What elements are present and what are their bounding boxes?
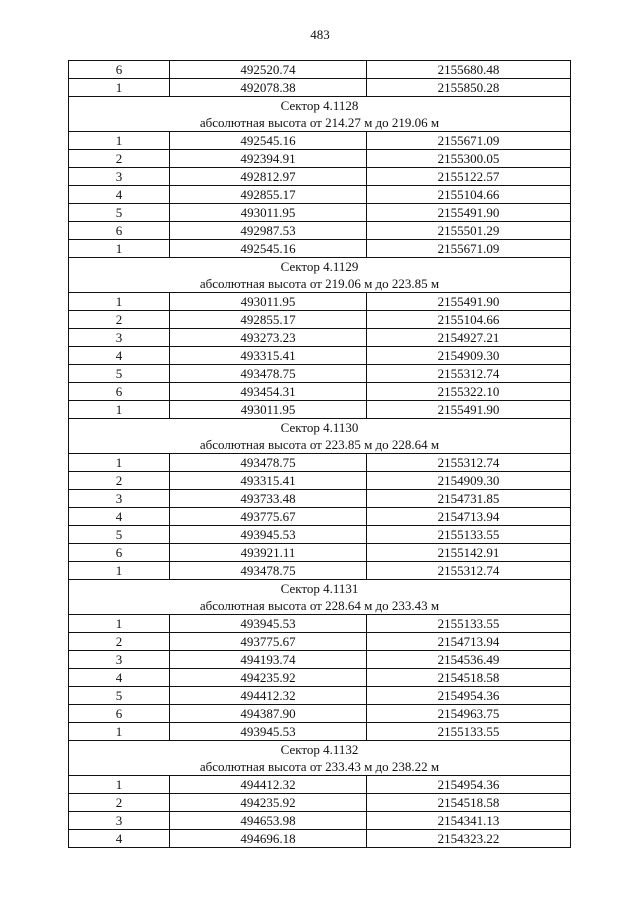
point-number-cell: 6	[69, 383, 170, 401]
point-number-cell: 5	[69, 204, 170, 222]
x-coordinate-cell: 493921.11	[170, 544, 367, 562]
x-coordinate-cell: 494412.32	[170, 687, 367, 705]
y-coordinate-cell: 2154341.13	[367, 812, 571, 830]
point-row	[69, 293, 571, 311]
point-row	[69, 490, 571, 508]
y-coordinate-cell: 2154518.58	[367, 794, 571, 812]
y-coordinate-cell: 2154954.36	[367, 776, 571, 794]
y-coordinate-cell: 2155104.66	[367, 186, 571, 204]
sector-title: Сектор 4.1129	[69, 258, 571, 276]
y-coordinate-cell: 2155133.55	[367, 615, 571, 633]
point-row	[69, 347, 571, 365]
x-coordinate-cell: 493945.53	[170, 615, 367, 633]
point-number-cell: 4	[69, 347, 170, 365]
point-number-cell: 2	[69, 311, 170, 329]
y-coordinate-cell: 2155104.66	[367, 311, 571, 329]
point-number-cell: 5	[69, 365, 170, 383]
point-row	[69, 222, 571, 240]
y-coordinate-cell: 2155300.05	[367, 150, 571, 168]
point-number-cell: 1	[69, 723, 170, 741]
x-coordinate-cell: 494412.32	[170, 776, 367, 794]
point-row	[69, 204, 571, 222]
point-number-cell: 1	[69, 401, 170, 419]
x-coordinate-cell: 492855.17	[170, 186, 367, 204]
point-number-cell: 4	[69, 508, 170, 526]
x-coordinate-cell: 493945.53	[170, 723, 367, 741]
point-row	[69, 472, 571, 490]
y-coordinate-cell: 2154323.22	[367, 830, 571, 848]
y-coordinate-cell: 2155491.90	[367, 401, 571, 419]
y-coordinate-cell: 2155680.48	[367, 61, 571, 79]
y-coordinate-cell: 2155491.90	[367, 293, 571, 311]
point-number-cell: 4	[69, 186, 170, 204]
x-coordinate-cell: 493011.95	[170, 204, 367, 222]
x-coordinate-cell: 493454.31	[170, 383, 367, 401]
point-row	[69, 687, 571, 705]
point-row	[69, 454, 571, 472]
point-row	[69, 508, 571, 526]
x-coordinate-cell: 493945.53	[170, 526, 367, 544]
x-coordinate-cell: 493478.75	[170, 562, 367, 580]
point-row	[69, 669, 571, 687]
coordinates-table-body	[69, 61, 571, 848]
sector-height: абсолютная высота от 228.64 м до 233.43 м	[69, 597, 571, 615]
point-number-cell: 3	[69, 490, 170, 508]
point-number-cell: 1	[69, 454, 170, 472]
sector-height: абсолютная высота от 233.43 м до 238.22 м	[69, 758, 571, 776]
sector-title-row	[69, 97, 571, 115]
point-row	[69, 633, 571, 651]
point-number-cell: 1	[69, 240, 170, 258]
x-coordinate-cell: 493011.95	[170, 401, 367, 419]
x-coordinate-cell: 494387.90	[170, 705, 367, 723]
sector-height: абсолютная высота от 214.27 м до 219.06 м	[69, 114, 571, 132]
sector-title-row	[69, 419, 571, 437]
y-coordinate-cell: 2155312.74	[367, 562, 571, 580]
x-coordinate-cell: 493478.75	[170, 365, 367, 383]
point-number-cell: 3	[69, 329, 170, 347]
sector-title: Сектор 4.1128	[69, 97, 571, 115]
point-row	[69, 723, 571, 741]
sector-height-row	[69, 758, 571, 776]
x-coordinate-cell: 492812.97	[170, 168, 367, 186]
y-coordinate-cell: 2155322.10	[367, 383, 571, 401]
y-coordinate-cell: 2155671.09	[367, 132, 571, 150]
x-coordinate-cell: 493315.41	[170, 347, 367, 365]
point-row	[69, 401, 571, 419]
sector-height-row	[69, 114, 571, 132]
point-row	[69, 830, 571, 848]
point-row	[69, 240, 571, 258]
page-number: 483	[310, 27, 330, 42]
point-row	[69, 150, 571, 168]
point-number-cell: 5	[69, 526, 170, 544]
y-coordinate-cell: 2155133.55	[367, 723, 571, 741]
y-coordinate-cell: 2154536.49	[367, 651, 571, 669]
point-row	[69, 776, 571, 794]
point-number-cell: 3	[69, 651, 170, 669]
y-coordinate-cell: 2154954.36	[367, 687, 571, 705]
point-row	[69, 526, 571, 544]
x-coordinate-cell: 492545.16	[170, 240, 367, 258]
y-coordinate-cell: 2154909.30	[367, 472, 571, 490]
y-coordinate-cell: 2155142.91	[367, 544, 571, 562]
point-number-cell: 1	[69, 293, 170, 311]
x-coordinate-cell: 493011.95	[170, 293, 367, 311]
point-number-cell: 1	[69, 615, 170, 633]
y-coordinate-cell: 2155671.09	[367, 240, 571, 258]
point-number-cell: 5	[69, 687, 170, 705]
sector-title: Сектор 4.1132	[69, 741, 571, 759]
point-number-cell: 1	[69, 79, 170, 97]
point-row	[69, 168, 571, 186]
point-number-cell: 4	[69, 830, 170, 848]
point-row	[69, 615, 571, 633]
point-number-cell: 6	[69, 705, 170, 723]
x-coordinate-cell: 492394.91	[170, 150, 367, 168]
x-coordinate-cell: 493478.75	[170, 454, 367, 472]
y-coordinate-cell: 2154713.94	[367, 508, 571, 526]
y-coordinate-cell: 2155122.57	[367, 168, 571, 186]
y-coordinate-cell: 2154927.21	[367, 329, 571, 347]
y-coordinate-cell: 2154963.75	[367, 705, 571, 723]
point-number-cell: 2	[69, 794, 170, 812]
point-row	[69, 61, 571, 79]
sector-height-row	[69, 597, 571, 615]
y-coordinate-cell: 2154518.58	[367, 669, 571, 687]
y-coordinate-cell: 2155133.55	[367, 526, 571, 544]
coordinates-table	[68, 60, 571, 848]
point-number-cell: 6	[69, 544, 170, 562]
y-coordinate-cell: 2155850.28	[367, 79, 571, 97]
x-coordinate-cell: 494696.18	[170, 830, 367, 848]
x-coordinate-cell: 493273.23	[170, 329, 367, 347]
x-coordinate-cell: 493315.41	[170, 472, 367, 490]
y-coordinate-cell: 2155491.90	[367, 204, 571, 222]
y-coordinate-cell: 2154731.85	[367, 490, 571, 508]
point-row	[69, 651, 571, 669]
point-row	[69, 79, 571, 97]
x-coordinate-cell: 492078.38	[170, 79, 367, 97]
point-row	[69, 562, 571, 580]
x-coordinate-cell: 493733.48	[170, 490, 367, 508]
point-row	[69, 132, 571, 150]
sector-height-row	[69, 436, 571, 454]
y-coordinate-cell: 2155312.74	[367, 365, 571, 383]
sector-height: абсолютная высота от 219.06 м до 223.85 м	[69, 275, 571, 293]
x-coordinate-cell: 493775.67	[170, 508, 367, 526]
point-row	[69, 544, 571, 562]
x-coordinate-cell: 493775.67	[170, 633, 367, 651]
point-row	[69, 186, 571, 204]
sector-title: Сектор 4.1131	[69, 580, 571, 598]
sector-title-row	[69, 580, 571, 598]
point-row	[69, 329, 571, 347]
sector-title-row	[69, 741, 571, 759]
sector-height: абсолютная высота от 223.85 м до 228.64 м	[69, 436, 571, 454]
y-coordinate-cell: 2155312.74	[367, 454, 571, 472]
x-coordinate-cell: 492545.16	[170, 132, 367, 150]
point-number-cell: 6	[69, 61, 170, 79]
point-number-cell: 3	[69, 812, 170, 830]
x-coordinate-cell: 494235.92	[170, 669, 367, 687]
x-coordinate-cell: 494235.92	[170, 794, 367, 812]
point-row	[69, 383, 571, 401]
sector-height-row	[69, 275, 571, 293]
point-row	[69, 812, 571, 830]
point-row	[69, 365, 571, 383]
point-row	[69, 311, 571, 329]
point-number-cell: 1	[69, 562, 170, 580]
point-number-cell: 6	[69, 222, 170, 240]
point-row	[69, 705, 571, 723]
point-number-cell: 2	[69, 472, 170, 490]
y-coordinate-cell: 2155501.29	[367, 222, 571, 240]
point-number-cell: 4	[69, 669, 170, 687]
sector-title: Сектор 4.1130	[69, 419, 571, 437]
point-number-cell: 3	[69, 168, 170, 186]
sector-title-row	[69, 258, 571, 276]
y-coordinate-cell: 2154713.94	[367, 633, 571, 651]
point-row	[69, 794, 571, 812]
point-number-cell: 2	[69, 150, 170, 168]
point-number-cell: 2	[69, 633, 170, 651]
point-number-cell: 1	[69, 776, 170, 794]
x-coordinate-cell: 494653.98	[170, 812, 367, 830]
x-coordinate-cell: 492987.53	[170, 222, 367, 240]
x-coordinate-cell: 492520.74	[170, 61, 367, 79]
y-coordinate-cell: 2154909.30	[367, 347, 571, 365]
x-coordinate-cell: 492855.17	[170, 311, 367, 329]
x-coordinate-cell: 494193.74	[170, 651, 367, 669]
point-number-cell: 1	[69, 132, 170, 150]
